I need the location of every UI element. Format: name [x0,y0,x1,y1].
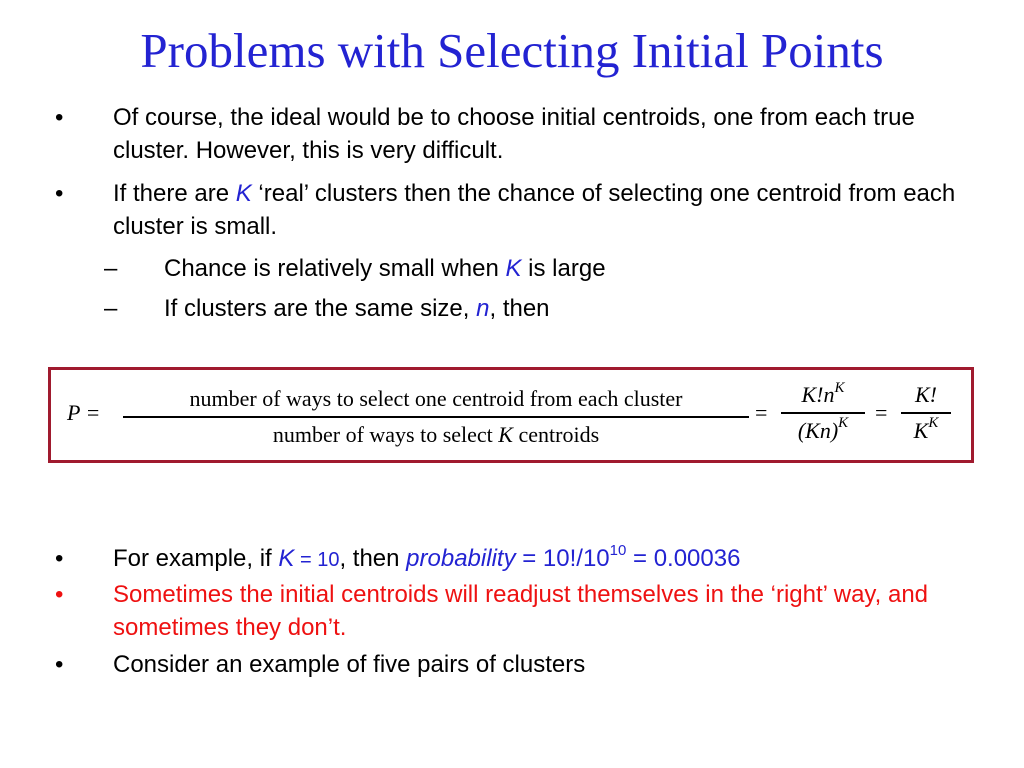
dash-marker: – [104,255,118,282]
sub-bullet-text: If clusters are the same size, n, then [164,295,550,322]
bullet-marker: • [55,545,64,572]
dash-marker: – [104,295,118,322]
formula-denominator: number of ways to select K centroids [272,421,600,447]
slide-title: Problems with Selecting Initial Points [140,23,884,78]
fraction-bar [123,416,749,418]
formula-box [48,367,974,463]
k-value: = 10 [294,549,340,571]
bullet-text: Of course, the ideal would be to choose initial centroids, one from each true cluster. However, this is very difficult. [113,104,915,164]
formula-lhs: P = [67,400,101,425]
probability-value: = $10!/10^{10} = 0.00036$ [515,542,741,572]
bullet-marker: • [55,581,64,608]
variable-n: n [476,295,490,322]
formula-fraction-second [781,379,865,444]
bullet-text: For example, if K = 10, then probability = $10!/10^{10} = 0.00036$ [113,542,741,572]
fraction-numerator: $K!n^K$ [801,379,845,407]
bullet-marker: • [55,180,64,207]
fraction-numerator: K! [915,382,937,407]
bullet-text: If there are K ‘real’ clusters then the chance of selecting one centroid from each cluster is small. [113,180,956,240]
fraction-denominator: $(Kn)^K$ [797,415,849,443]
fraction-bar [781,412,865,414]
sub-bullet-text: Chance is relatively small when K is large [164,255,606,282]
variable-k: K [278,545,295,572]
variable-k: K [235,180,252,207]
equals-sign: = [875,400,888,425]
bullet-text-warning: Sometimes the initial centroids will readjust themselves in the ‘right’ way, and sometimes they don’t. [113,581,929,641]
bullet-marker: • [55,104,64,131]
bullet-marker: • [55,651,64,678]
variable-k: K [505,255,522,282]
formula-fraction-third [901,382,951,444]
equals-sign: = [755,400,768,425]
probability-label: probability [406,545,516,572]
bullet-text: Consider an example of five pairs of clusters [113,651,586,678]
fraction-denominator: $K^K$ [913,415,939,443]
probability-formula [51,370,971,460]
fraction-bar [901,412,951,414]
formula-numerator: number of ways to select one centroid from each cluster [189,386,683,411]
formula-fraction-main [123,386,749,448]
